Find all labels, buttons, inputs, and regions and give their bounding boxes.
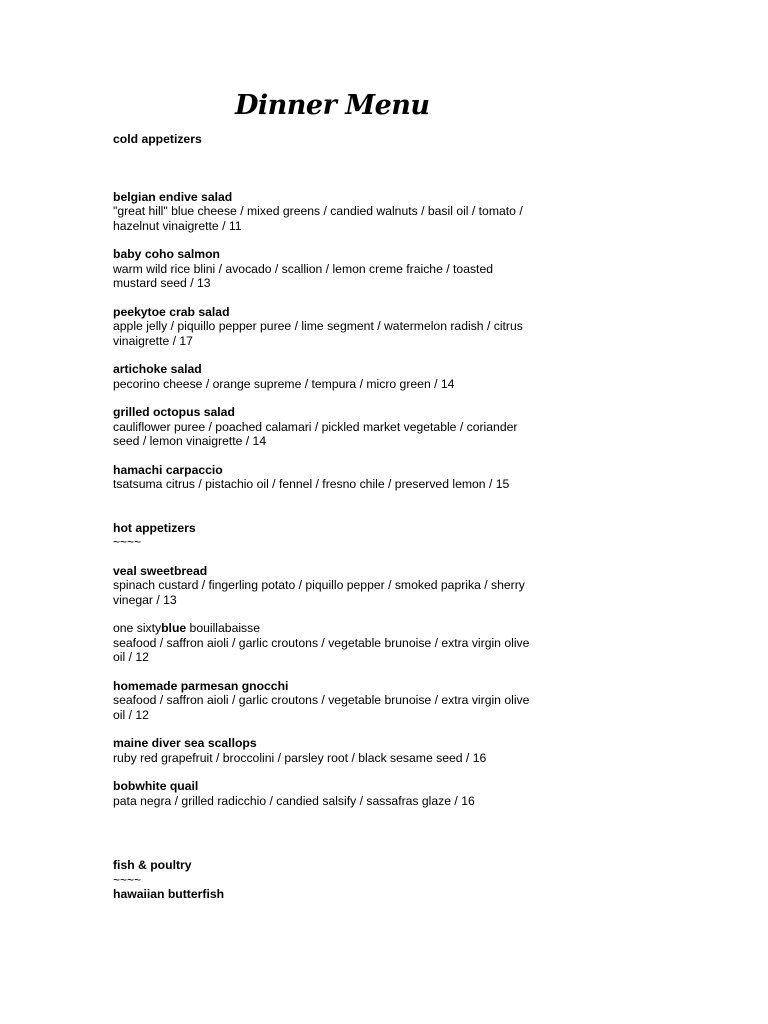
menu-item	[113, 679, 533, 723]
menu-item	[113, 463, 533, 492]
menu-item	[113, 405, 533, 449]
item-description: seafood / saffron aioli / garlic croutons / vegetable brunoise / extra virgin olive oil / 12	[113, 635, 530, 664]
menu-item	[113, 190, 533, 234]
item-description: tsatsuma citrus / pistachio oil / fennel / fresno chile / preserved lemon / 15	[113, 477, 510, 491]
item-name: hamachi carpaccio	[113, 462, 223, 477]
item-name: homemade parmesan gnocchi	[113, 678, 289, 693]
item-description: pata negra / grilled radicchio / candied salsify / sassafras glaze / 16	[113, 793, 475, 808]
section-divider: ~~~~	[113, 535, 142, 549]
item-description: seafood / saffron aioli / garlic croutons / vegetable brunoise / extra virgin olive oil / 12	[113, 693, 530, 722]
section-title-cold-appetizers: cold appetizers	[113, 132, 202, 146]
item-name: artichoke salad	[113, 362, 202, 376]
item-description: ruby red grapefruit / broccolini / parsley root / black sesame seed / 16	[113, 750, 487, 765]
item-name: peekytoe crab salad	[113, 304, 230, 319]
item-description: cauliflower puree / poached calamari / pickled market vegetable / coriander seed / lemon vinaigrette / 14	[113, 419, 518, 448]
menu-content	[113, 132, 533, 902]
item-description: spinach custard / fingerling potato / piquillo pepper / smoked paprika / sherry vinegar / 13	[113, 578, 525, 607]
item-name: hawaiian butterfish	[113, 887, 225, 901]
section-title-fish-poultry: fish & poultry	[113, 858, 192, 872]
menu-item	[113, 247, 533, 291]
section-divider: ~~~~	[113, 872, 142, 887]
item-name-prefix: one sixty	[113, 621, 162, 635]
item-name: belgian endive salad	[113, 189, 233, 204]
item-name	[113, 621, 533, 636]
menu-item	[113, 887, 533, 902]
item-name: veal sweetbread	[113, 563, 208, 578]
menu-item	[113, 736, 533, 765]
section-title-hot-appetizers: hot appetizers	[113, 520, 196, 535]
page-title: Dinner Menu	[235, 90, 430, 121]
item-description: apple jelly / piquillo pepper puree / lime segment / watermelon radish / citrus vinaigrette / 17	[113, 319, 523, 348]
menu-item	[113, 564, 533, 608]
menu-item	[113, 779, 533, 808]
item-name-suffix: bouillabaisse	[186, 621, 261, 635]
menu-item	[113, 305, 533, 349]
item-description: warm wild rice blini / avocado / scallion / lemon creme fraiche / toasted mustard seed / 13	[113, 261, 494, 290]
item-description: pecorino cheese / orange supreme / tempura / micro green / 14	[113, 376, 455, 391]
item-name: baby coho salmon	[113, 247, 220, 261]
item-name: maine diver sea scallops	[113, 736, 257, 750]
item-description: "great hill" blue cheese / mixed greens / candied walnuts / basil oil / tomato / hazelnut vinaigrette / 11	[113, 204, 523, 233]
item-name: bobwhite quail	[113, 779, 199, 793]
menu-item	[113, 362, 533, 391]
item-name: grilled octopus salad	[113, 405, 235, 419]
item-name-brand: blue	[161, 621, 187, 635]
menu-item	[113, 621, 533, 665]
